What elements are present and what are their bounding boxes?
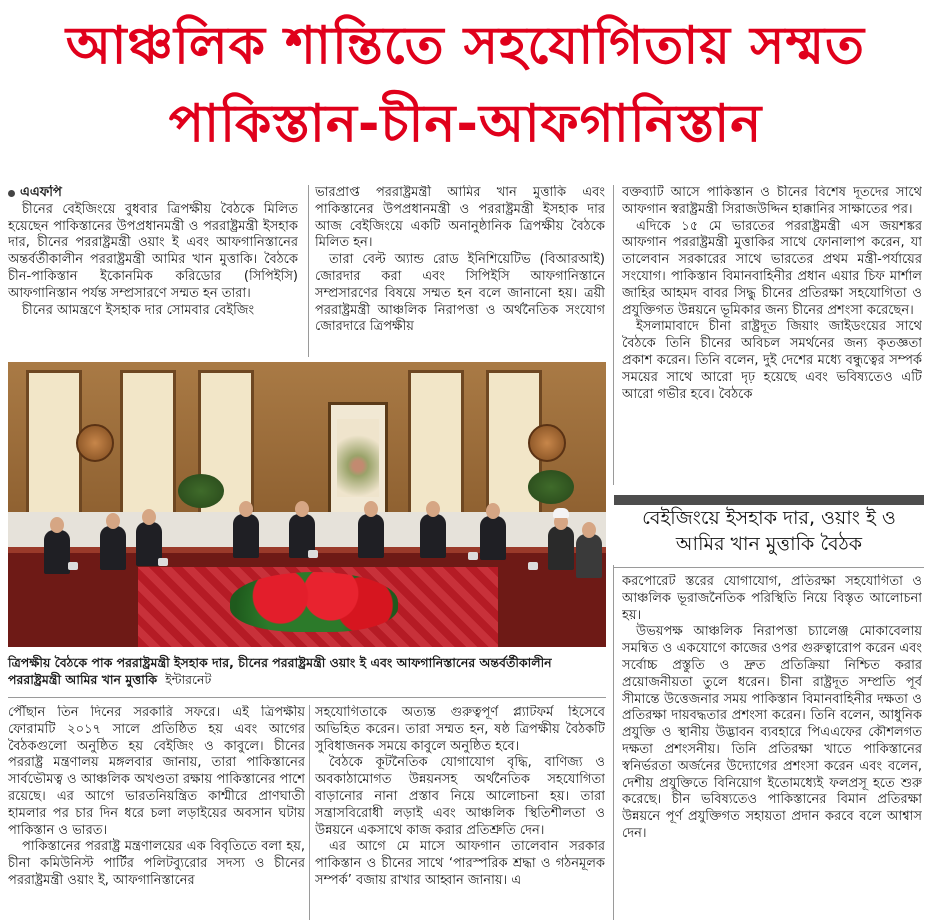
delegate-head [50,517,64,533]
article-column-6 [622,574,922,920]
delegate [576,534,602,578]
paragraph: পাকিস্তানের পররাষ্ট্র মন্ত্রণালয়ের এক বিবৃতিতে বলা হয়, চীনা কমিউনিস্ট পার্টির পলিটব্যুরোর সদস্য ও চীনের পররাষ্ট্রমন্ত্রী ওয়াং ই, আফগানিস্তানের [8,839,305,888]
headline-line-2: পাকিস্তান-চীন-আফগানিস্তান [168,94,763,154]
painting-frame [328,402,388,518]
delegate-head [295,501,309,517]
paragraph: বক্তব্যটি আসে পাকিস্তান ও চীনের বিশেষ দূতদের সাথে আফগান স্বরাষ্ট্রমন্ত্রী সিরাজউদ্দিন হাক্কানির সাক্ষাতের পর। [622,185,922,217]
flower-arrangement [230,572,398,632]
delegate-head [239,501,253,517]
article-column-5 [315,705,605,920]
microphone [308,550,318,558]
paragraph: করপোরেট স্তরের যোগাযোগ, প্রতিরক্ষা সহযোগিতা ও আঞ্চলিক ভূরাজনৈতিক পরিস্থিতি নিয়ে বিস্তৃত আলোচনা হয়। [622,574,922,623]
delegate-head [364,501,378,517]
delegate-head [486,503,500,519]
paragraph: ইসলামাবাদে চীনা রাষ্ট্রদূত জিয়াং জাইডংয়ের সাথে বৈঠকে তিনি চীনের অবিচল সমর্থনের জন্য কৃতজ্ঞতা প্রকাশ করেন। তিনি বলেন, দুই দেশের মধ্যে বন্ধুত্বের সম্পর্ক সময়ের সাথে আরো দৃঢ় হয়েছে এবং ভবিষ্যতেও এটি আরো গভীর হবে। বৈঠকে [622,319,922,402]
delegate [233,514,259,558]
paragraph: চীনের বেইজিংয়ে বুধবার ত্রিপক্ষীয় বৈঠকে মিলিত হয়েছেন পাকিস্তানের উপপ্রধানমন্ত্রী ও পররাষ্ট্রমন্ত্রী ইসহাক দার, চীনের পররাষ্ট্রমন্ত্রী ওয়াং ই এবং আফগানিস্তানের অন্তর্বর্তীকালীন পররাষ্ট্রমন্ত্রী আমির খান মুত্তাকি। বৈঠকে চীন-পাকিস্তান ইকোনমিক করিডোর (সিপিইসি) আফগানিস্তান পর্যন্ত সম্প্রসারণে সম্মত হন তারা। [8,201,298,301]
paragraph: চীনের আমন্ত্রণে ইসহাক দার সোমবার বেইজিং [22,302,255,318]
article-column-2 [315,185,605,357]
delegate [44,530,70,574]
delegate [480,516,506,560]
paragraph: এদিকে ১৫ মে ভারতের পররাষ্ট্রমন্ত্রী এস জয়শঙ্কর আফগান পররাষ্ট্রমন্ত্রী মুত্তাকির সাথে ফোনালাপ করেন, যা তালেবান সরকারের সাথে ভারতের প্রথম মন্ত্রী-পর্যায়ের সংযোগ। পাকিস্তান বিমানবাহিনীর প্রধান এয়ার চিফ মার্শাল জাহির আহমদ বাবর সিদ্ধু চীনের প্রতিরক্ষা সহযোগিতা ও প্রযুক্তিগত উন্নয়নে ভূমিকার জন্য চীনের প্রশংসা করেছেন। [622,218,922,318]
delegate [358,514,384,558]
photo-credit: ইন্টারনেট [165,672,212,687]
bonsai-plant [178,474,224,508]
microphone [528,562,538,570]
subheading-line-2: আমির খান মুত্তাকি বৈঠক [675,533,863,555]
delegate-head [426,501,440,517]
paragraph: উভয়পক্ষ আঞ্চলিক নিরাপত্তা চ্যালেঞ্জ মোকাবেলায় সমন্বিত ও একযোগে কাজের ওপর গুরুত্বারোপ করেন এবং সর্বোচ্চ প্রস্তুতি ও দ্রুত প্রতিক্রিয়া নিশ্চিত করার প্রয়োজনীয়তা তুলে ধরেন। চীনা রাষ্ট্রদূত সম্প্রতি পূর্ব সীমান্তে উত্তেজনার সময় পাকিস্তান বিমানবাহিনীর দক্ষতা ও প্রতিরক্ষা দায়বদ্ধতার প্রশংসা করেন। তিনি বলেন, আধুনিক প্রযুক্তি ও স্থানীয় উদ্ভাবন ব্যবহারে পিএএফের কৌশলগত দক্ষতা প্রশংসনীয়। তিনি প্রতিরক্ষা খাতে পাকিস্তানের স্বনির্ভরতা অর্জনের উদ্যোগের প্রশংসা করেন এবং বলেন, দেশীয় প্রযুক্তিতে বিনিয়োগ ইতোমধ্যেই ফলপ্রসূ হতে শুরু করেছে। চীন ভবিষ্যতেও পাকিস্তানের বিমান প্রতিরক্ষা উন্নয়নে পূর্ণ প্রযুক্তিগত সহায়তা প্রদান করবে বলে আশ্বাস দেন। [622,624,922,841]
bonsai-plant [528,470,574,504]
microphone [68,562,78,570]
column-divider [613,185,614,485]
wall-medallion [528,424,566,462]
microphone [158,558,168,566]
byline [8,185,298,202]
meeting-photo [8,362,606,647]
delegate [420,514,446,558]
subheading-box [614,495,924,568]
delegate [100,526,126,570]
wall-medallion [76,424,114,462]
byline-text: এএফপি [20,185,62,200]
paragraph: ভারপ্রাপ্ত পররাষ্ট্রমন্ত্রী আমির খান মুত্তাকি এবং পাকিস্তানের উপপ্রধানমন্ত্রী ও পররাষ্ট্রমন্ত্রী ইসহাক দার আজ বেইজিংয়ে একটি অনানুষ্ঠানিক ত্রিপক্ষীয় বৈঠকে মিলিত হন। [315,185,605,251]
column-divider [613,565,614,920]
headline-line-1: আঞ্চলিক শান্তিতে সহযোগিতায় সম্মত [65,16,866,76]
painting-art [337,419,379,497]
paragraph: তারা বেল্ট অ্যান্ড রোড ইনিশিয়েটিভ (বিআরআই) জোরদার করা এবং সিপিইসি আফগানিস্তানে সম্প্রসারণের বিষয়ে সম্মত হন বলে জানানো হয়। ত্রয়ী পররাষ্ট্রমন্ত্রী আঞ্চলিক নিরাপত্তা ও অর্থনৈতিক সংযোগ জোরদারে ত্রিপক্ষীয় [315,252,605,335]
bullet-icon [8,190,15,197]
paragraph: এর আগে মে মাসে আফগান তালেবান সরকার পাকিস্তান ও চীনের সাথে ‘পারস্পরিক শ্রদ্ধা ও গঠনমূলক সম্পর্ক’ বজায় রাখার আহ্বান জানায়। এ [315,839,605,888]
wall-panel [26,370,82,524]
article-column-4 [8,705,305,920]
article-column-3 [622,185,922,475]
microphone [468,552,478,560]
delegate [548,526,574,570]
paragraph: বৈঠকে কূটনৈতিক যোগাযোগ বৃদ্ধি, বাণিজ্য ও অবকাঠামোগত উন্নয়নসহ অর্থনৈতিক সহযোগিতা বাড়ানোর নানা প্রস্তাব নিয়ে আলোচনা হয়। তারা সন্ত্রাসবিরোধী লড়াই এবং আঞ্চলিক স্থিতিশীলতা ও উন্নয়নে একসাথে কাজ করার প্রতিশ্রুতি দেন। [315,755,605,838]
caption-divider [8,697,606,698]
subheading-line-1: বেইজিংয়ে ইসহাক দার, ওয়াং ই ও [642,507,896,529]
delegate-head [582,522,596,538]
wall-panel [120,370,176,524]
photo-caption [8,654,606,688]
column-divider [309,705,310,920]
caption-text: ত্রিপক্ষীয় বৈঠকে পাক পররাষ্ট্রমন্ত্রী ইসহাক দার, চীনের পররাষ্ট্রমন্ত্রী ওয়াং ই এবং আফগানিস্তানের অন্তর্বর্তীকালীন পররাষ্ট্রমন্ত্রী আমির খান মুত্তাকি [8,655,552,687]
turban [553,508,569,518]
article-column-1 [8,185,298,357]
delegate-head [142,509,156,525]
delegate-head [106,513,120,529]
paragraph: পৌঁছান তিন দিনের সরকারি সফরে। এই ত্রিপক্ষীয় ফোরামটি ২০১৭ সালে প্রতিষ্ঠিত হয় এবং আগের বৈঠকগুলো অনুষ্ঠিত হয় বেইজিং ও কাবুলে। চীনের পররাষ্ট্র মন্ত্রণালয় মঙ্গলবার জানায়, তারা পাকিস্তানের সার্বভৌমত্ব ও আঞ্চলিক অখণ্ডতা রক্ষায় পাকিস্তানের পাশে রয়েছে। এর আগে ভারতনিয়ন্ত্রিত কাশ্মীরে প্রাণঘাতী হামলার পর চার দিন ধরে চলা লড়াইয়ের অবসান ঘটায় পাকিস্তান ও ভারত। [8,705,305,838]
column-divider [308,185,309,357]
paragraph: সহযোগিতাকে অত্যন্ত গুরুত্বপূর্ণ প্ল্যাটফর্ম হিসেবে অভিহিত করেন। তারা সম্মত হন, ষষ্ঠ ত্রিপক্ষীয় বৈঠকটি সুবিধাজনক সময়ে কাবুলে অনুষ্ঠিত হবে। [315,705,605,754]
